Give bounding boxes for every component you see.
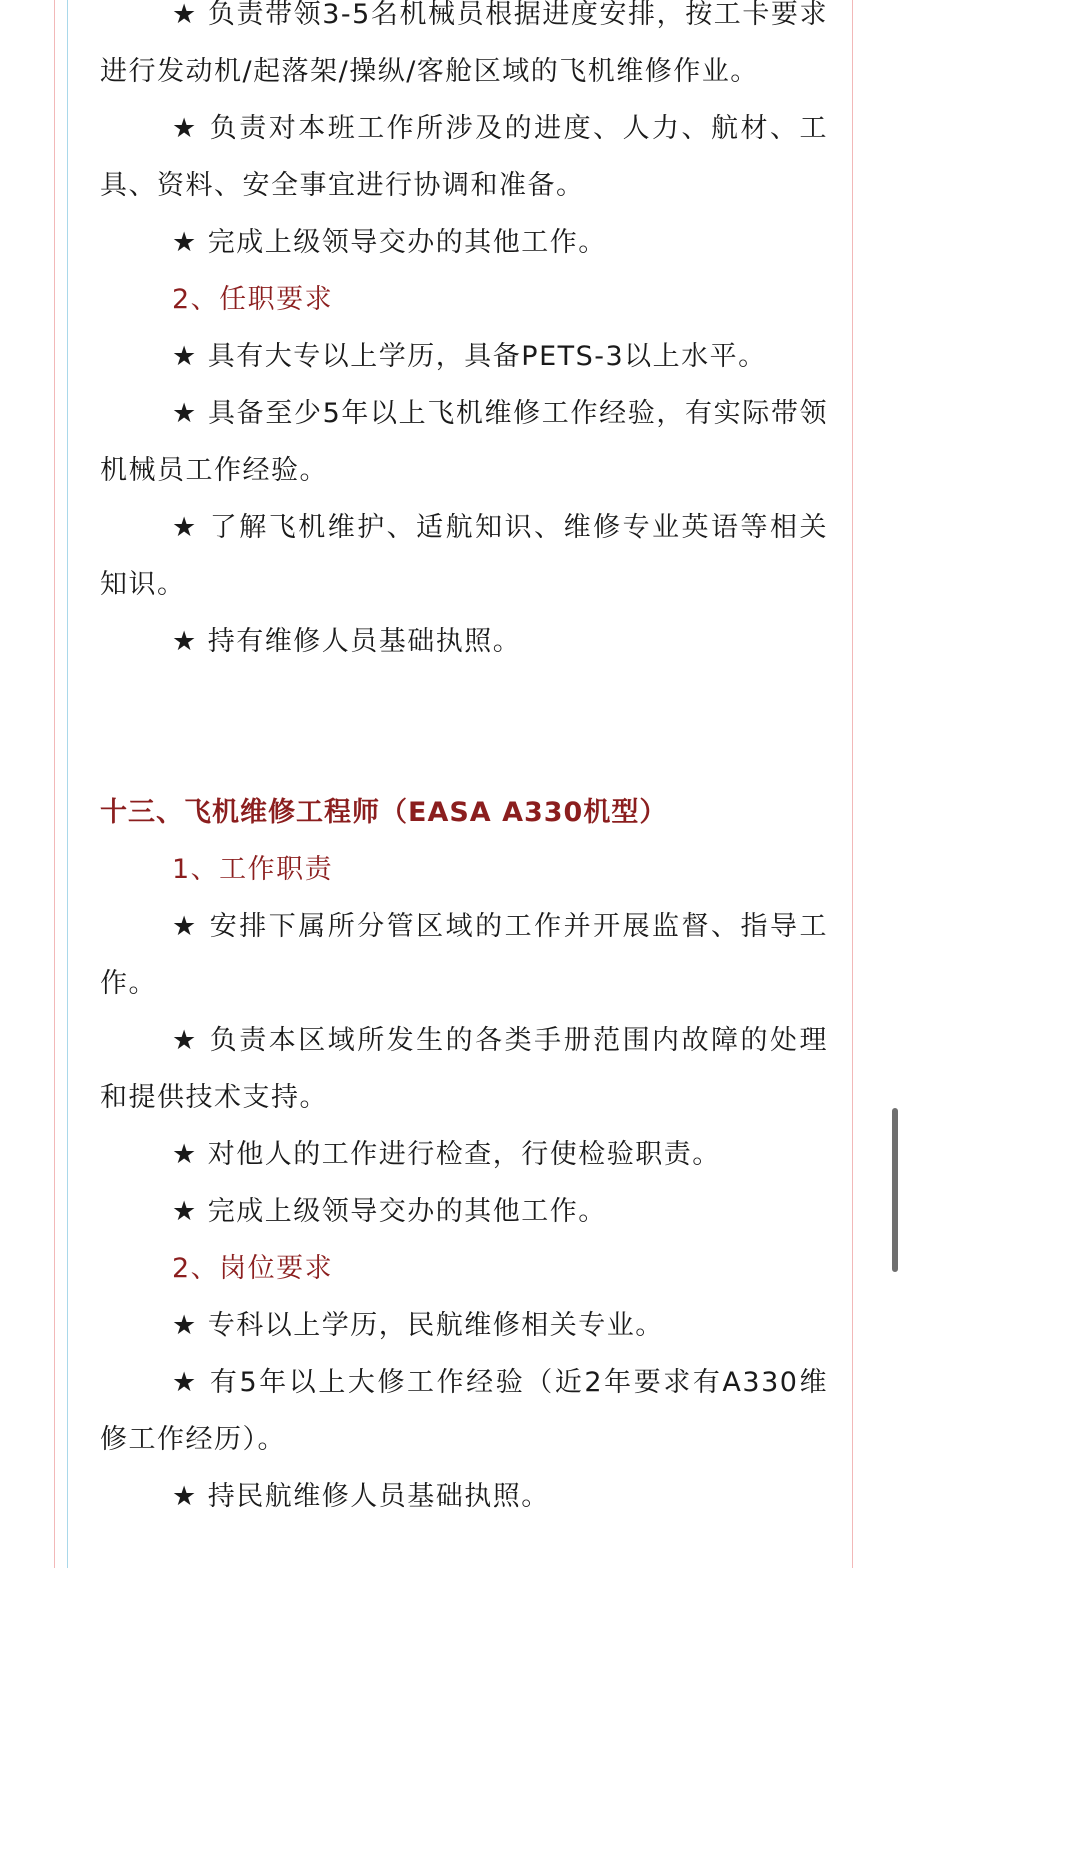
requirement-item: ★ 专科以上学历，民航维修相关专业。 xyxy=(172,1310,664,1341)
requirement-item: ★ 了解飞机维护、适航知识、维修专业英语等相关知识。 xyxy=(100,512,828,600)
requirement-item: ★ 具备至少5年以上飞机维修工作经验，有实际带领机械员工作经验。 xyxy=(100,398,828,486)
requirement-item: ★ 具有大专以上学历，具备PETS-3以上水平。 xyxy=(172,341,767,372)
duty-item: ★ 完成上级领导交办的其他工作。 xyxy=(172,227,607,258)
requirements-heading: 2、岗位要求 xyxy=(172,1253,334,1284)
right-border xyxy=(852,0,853,1568)
left-inner-border xyxy=(67,0,68,1568)
left-outer-border xyxy=(54,0,55,1568)
duty-item: ★ 对他人的工作进行检查，行使检验职责。 xyxy=(172,1139,721,1170)
requirement-item: ★ 有5年以上大修工作经验（近2年要求有A330维修工作经历）。 xyxy=(100,1367,828,1455)
duty-item: ★ 负责对本班工作所涉及的进度、人力、航材、工具、资料、安全事宜进行协调和准备。 xyxy=(100,113,828,201)
section-13-title: 十三、飞机维修工程师（EASA A330机型） xyxy=(100,797,668,828)
section-spacer xyxy=(100,670,828,784)
duty-item: ★ 完成上级领导交办的其他工作。 xyxy=(172,1196,607,1227)
scrollbar-thumb[interactable] xyxy=(892,1108,898,1272)
duty-item: ★ 负责本区域所发生的各类手册范围内故障的处理和提供技术支持。 xyxy=(100,1025,828,1113)
requirement-item: ★ 持民航维修人员基础执照。 xyxy=(172,1481,550,1512)
duty-item: ★ 负责带领3-5名机械员根据进度安排，按工卡要求进行发动机/起落架/操纵/客舱区域的飞机维修作业。 xyxy=(100,0,828,87)
article-body xyxy=(100,0,828,1525)
duty-item: ★ 安排下属所分管区域的工作并开展监督、指导工作。 xyxy=(100,911,828,999)
duties-heading: 1、工作职责 xyxy=(172,854,334,885)
requirements-heading: 2、任职要求 xyxy=(172,284,334,315)
requirement-item: ★ 持有维修人员基础执照。 xyxy=(172,626,522,657)
